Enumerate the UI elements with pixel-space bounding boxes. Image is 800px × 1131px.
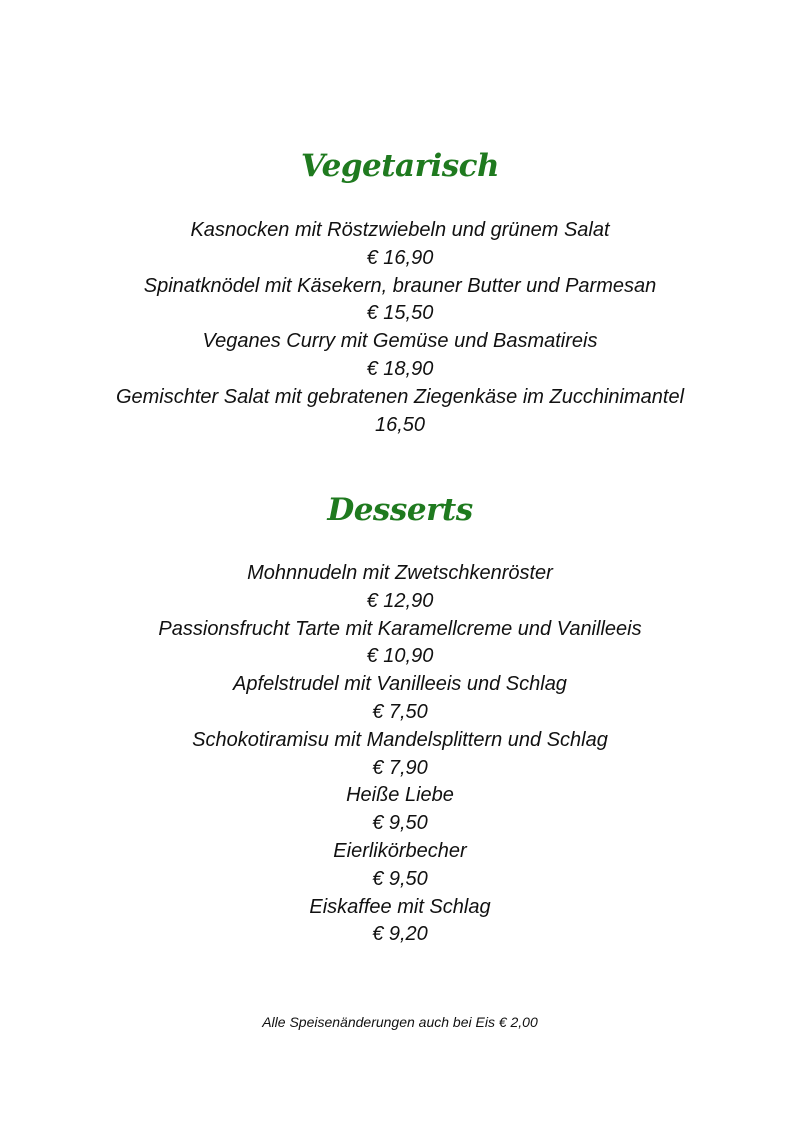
- dish-price: € 18,90: [366, 357, 434, 380]
- dish-name: Schokotiramisu mit Mandelsplittern und Schlag: [192, 728, 608, 751]
- dish-price: € 9,20: [372, 923, 428, 946]
- menu-item: [0, 273, 800, 329]
- dish-price: € 9,50: [372, 812, 428, 835]
- dish-name: Spinatknödel mit Käsekern, brauner Butter und Parmesan: [143, 274, 657, 297]
- dish-name: Veganes Curry mit Gemüse und Basmatireis: [202, 330, 598, 353]
- menu-item: [0, 616, 800, 672]
- menu-item: [0, 217, 800, 273]
- dish-name: Gemischter Salat mit gebratenen Ziegenkäse im Zucchinimantel: [115, 385, 685, 408]
- dessert-menu-list: [0, 560, 800, 949]
- dish-name: Eierlikörbecher: [333, 839, 467, 862]
- dish-price: 16,50: [374, 413, 426, 436]
- dish-price: € 16,90: [366, 246, 434, 269]
- menu-item: [0, 560, 800, 616]
- menu-item: [0, 782, 800, 838]
- dish-name: Kasnocken mit Röstzwiebeln und grünem Salat: [190, 219, 610, 241]
- dish-price: € 10,90: [366, 645, 434, 668]
- menu-item: [0, 328, 800, 384]
- dish-price: € 9,50: [372, 867, 428, 890]
- dish-name: Mohnnudeln mit Zwetschkenröster: [247, 562, 553, 584]
- dish-name: Passionsfrucht Tarte mit Karamellcreme und Vanilleeis: [158, 617, 642, 640]
- section-title-desserts: Desserts: [327, 492, 473, 528]
- dish-price: € 7,90: [372, 756, 428, 779]
- menu-item: [0, 384, 800, 440]
- vegetarian-menu-list: [0, 217, 800, 439]
- menu-item: [0, 671, 800, 727]
- menu-item: [0, 838, 800, 894]
- footnote: Alle Speisenänderungen auch bei Eis € 2,00: [262, 1014, 538, 1030]
- menu-item: [0, 894, 800, 950]
- dish-price: € 7,50: [372, 700, 428, 723]
- dish-name: Eiskaffee mit Schlag: [309, 895, 491, 918]
- dish-price: € 15,50: [366, 302, 434, 325]
- dish-price: € 12,90: [366, 589, 434, 612]
- dish-name: Heiße Liebe: [346, 784, 454, 807]
- dish-name: Apfelstrudel mit Vanilleeis und Schlag: [233, 673, 567, 696]
- section-title-vegetarian: Vegetarisch: [300, 148, 500, 184]
- menu-item: [0, 727, 800, 783]
